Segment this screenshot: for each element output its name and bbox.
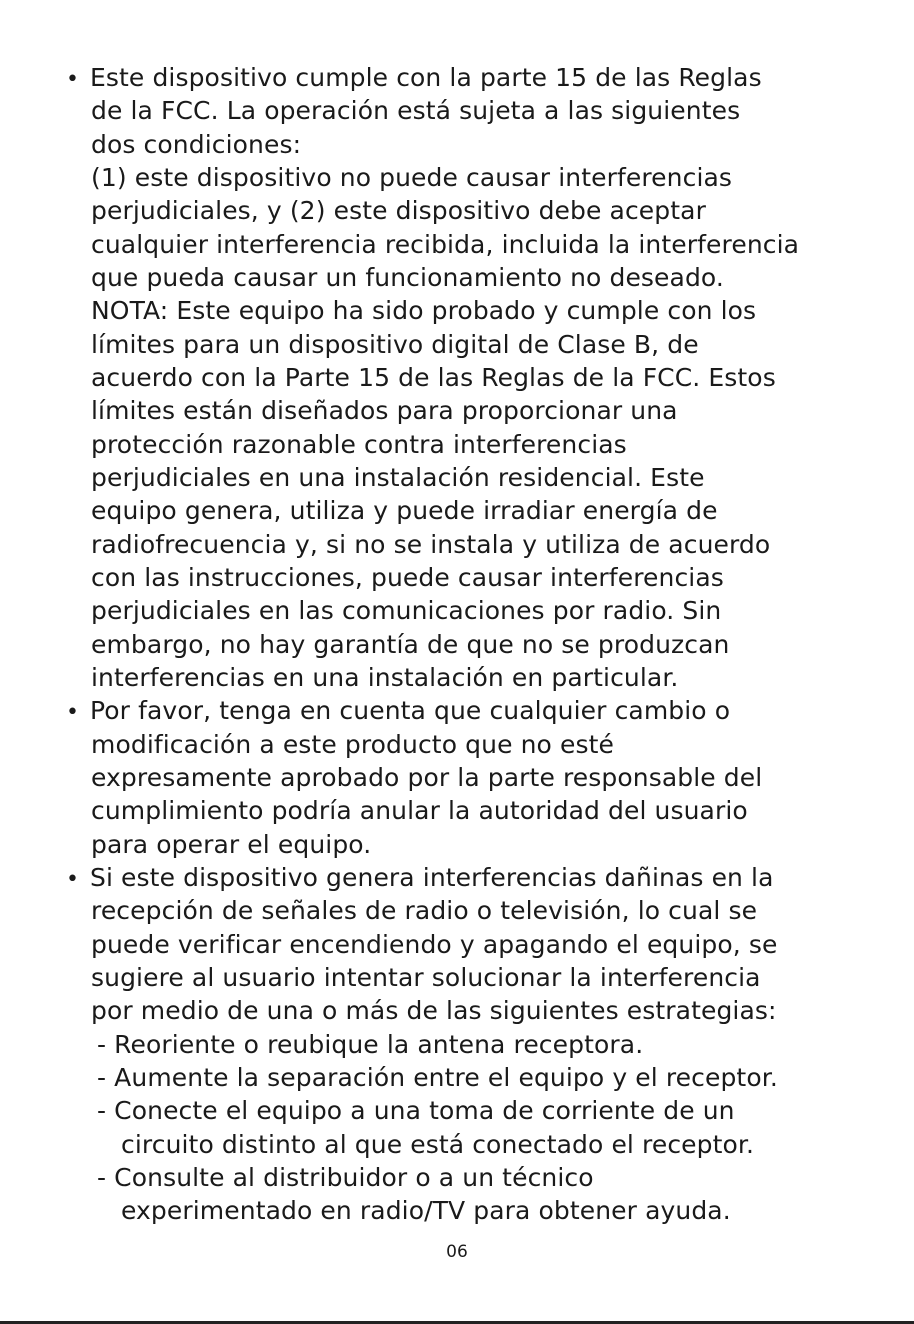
paragraph-line: protección razonable contra interferencias	[91, 430, 627, 459]
strategy-item: - Aumente la separación entre el equipo y el receptor.	[97, 1063, 778, 1092]
paragraph-line: expresamente aprobado por la parte responsable del	[91, 763, 763, 792]
interference-remedy-first-line: • Si este dispositivo genera interferencias dañinas en la	[66, 861, 774, 896]
paragraph-line: con las instrucciones, puede causar interferencias	[91, 563, 724, 592]
paragraph-line: (1) este dispositivo no puede causar interferencias	[91, 163, 733, 192]
strategy-item: - Consulte al distribuidor o a un técnico	[97, 1163, 594, 1192]
strategy-item-continuation: experimentado en radio/TV para obtener ayuda.	[121, 1196, 731, 1225]
paragraph-line: equipo genera, utiliza y puede irradiar energía de	[91, 496, 718, 525]
bullet-icon: •	[66, 67, 80, 92]
paragraph-line: cualquier interferencia recibida, incluida la interferencia	[91, 230, 800, 259]
paragraph-line: límites para un dispositivo digital de Clase B, de	[91, 330, 699, 359]
paragraph-line: cumplimiento podría anular la autoridad del usuario	[91, 796, 748, 825]
note-line: NOTA: Este equipo ha sido probado y cumple con los	[91, 296, 757, 325]
paragraph-line: perjudiciales en una instalación residencial. Este	[91, 463, 705, 492]
paragraph-line: por medio de una o más de las siguientes estrategias:	[91, 996, 777, 1025]
paragraph-line: que pueda causar un funcionamiento no deseado.	[91, 263, 724, 292]
paragraph-line: puede verificar encendiendo y apagando el equipo, se	[91, 930, 778, 959]
paragraph-line: de la FCC. La operación está sujeta a las siguientes	[91, 96, 741, 125]
paragraph-line: límites están diseñados para proporcionar una	[91, 396, 678, 425]
fcc-compliance-item-first-line: • Este dispositivo cumple con la parte 15 de las Reglas	[66, 61, 762, 96]
paragraph-line: acuerdo con la Parte 15 de las Reglas de la FCC. Estos	[91, 363, 776, 392]
strategy-item: - Reoriente o reubique la antena receptora.	[97, 1030, 644, 1059]
bullet-icon: •	[66, 700, 80, 725]
bullet-icon: •	[66, 867, 80, 892]
paragraph-line: embargo, no hay garantía de que no se produzcan	[91, 630, 730, 659]
paragraph-line: perjudiciales en las comunicaciones por radio. Sin	[91, 596, 722, 625]
paragraph-line: dos condiciones:	[91, 130, 302, 159]
paragraph-line: sugiere al usuario intentar solucionar la interferencia	[91, 963, 761, 992]
paragraph-line: modificación a este producto que no esté	[91, 730, 614, 759]
page-number: 06	[446, 1242, 468, 1262]
paragraph-line: interferencias en una instalación en particular.	[91, 663, 679, 692]
paragraph-line: radiofrecuencia y, si no se instala y utiliza de acuerdo	[91, 530, 771, 559]
strategy-item-continuation: circuito distinto al que está conectado el receptor.	[121, 1130, 755, 1159]
paragraph-line: para operar el equipo.	[91, 830, 372, 859]
paragraph-line: perjudiciales, y (2) este dispositivo debe aceptar	[91, 196, 706, 225]
modification-warning-first-line: • Por favor, tenga en cuenta que cualquier cambio o	[66, 694, 730, 729]
paragraph-line: recepción de señales de radio o televisión, lo cual se	[91, 896, 758, 925]
strategy-item: - Conecte el equipo a una toma de corriente de un	[97, 1096, 735, 1125]
